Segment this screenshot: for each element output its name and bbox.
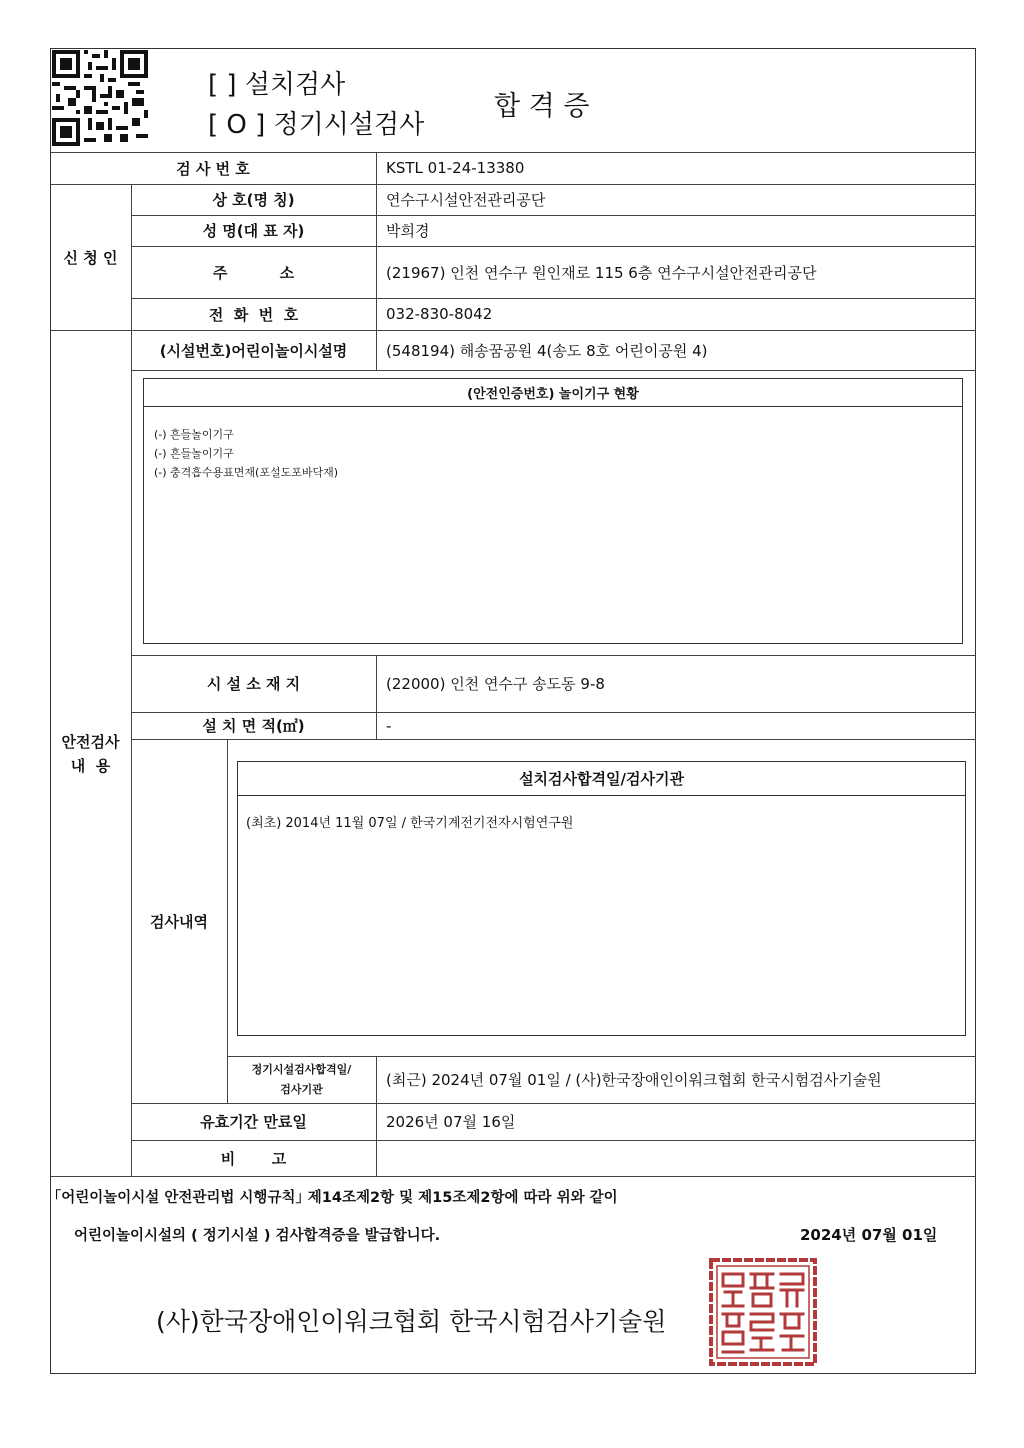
facility-name-value: (548194) 해송꿈공원 4(송도 8호 어린이공원 4) bbox=[386, 341, 708, 360]
company-value: 연수구시설안전관리공단 bbox=[386, 191, 546, 209]
certificate-title: 합 격 증 bbox=[494, 91, 590, 122]
list-item: (-) 흔들놀이기구 bbox=[154, 428, 234, 441]
area-value: - bbox=[386, 716, 392, 735]
issuance-statement-line1: ｢어린이놀이시설 안전관리법 시행규칙｣ 제14조제2항 및 제15조제2항에 따라 위와 같이 bbox=[54, 1190, 618, 1206]
equipment-header: (안전인증번호) 놀이기구 현황 bbox=[467, 386, 639, 402]
address-label: 주 소 bbox=[212, 263, 295, 282]
periodic-inspection-option: [ O ] 정기시설검사 bbox=[208, 110, 425, 140]
expiry-value: 2026년 07월 16일 bbox=[386, 1113, 516, 1131]
official-seal-stamp bbox=[707, 1256, 819, 1368]
expiry-label: 유효기간 만료일 bbox=[200, 1113, 307, 1131]
periodic-inspection-record: (최근) 2024년 07월 01일 / (사)한국장애인이워크협회 한국시험검사기술원 bbox=[386, 1071, 882, 1089]
safety-section-label-line2: 내 용 bbox=[70, 757, 111, 775]
issuer-name: (사)한국장애인이워크협회 한국시험검사기술원 bbox=[156, 1307, 667, 1336]
safety-section-label-line1: 안전검사 bbox=[61, 733, 120, 751]
location-label: 시 설 소 재 지 bbox=[206, 675, 301, 693]
install-inspection-record: (최초) 2014년 11월 07일 / 한국기계전기전자시험연구원 bbox=[246, 816, 574, 831]
representative-value: 박희경 bbox=[386, 222, 430, 240]
area-label: 설 치 면 적(㎡) bbox=[202, 717, 305, 735]
address-value: (21967) 인천 연수구 원인재로 115 6층 연수구시설안전관리공단 bbox=[386, 263, 817, 282]
equipment-box bbox=[143, 378, 963, 644]
periodic-inspection-label-line2: 검사기관 bbox=[280, 1083, 323, 1096]
phone-value: 032-830-8042 bbox=[386, 305, 493, 323]
inspection-number-value: KSTL 01-24-13380 bbox=[386, 159, 525, 177]
install-inspection-box bbox=[237, 761, 966, 1036]
company-label: 상 호(명 칭) bbox=[212, 191, 295, 209]
inspection-history-label: 검사내역 bbox=[150, 912, 208, 931]
location-value: (22000) 인천 연수구 송도동 9-8 bbox=[386, 675, 605, 693]
representative-label: 성 명(대 표 자) bbox=[202, 222, 305, 240]
equipment-list bbox=[154, 425, 338, 482]
applicant-label: 신 청 인 bbox=[63, 248, 118, 267]
periodic-inspection-label bbox=[227, 1060, 376, 1100]
remarks-label: 비 고 bbox=[220, 1149, 287, 1168]
phone-label: 전 화 번 호 bbox=[208, 305, 299, 324]
periodic-inspection-label-line1: 정기시설검사합격일/ bbox=[251, 1063, 352, 1076]
issue-date: 2024년 07월 01일 bbox=[800, 1226, 938, 1244]
issuance-statement-line2: 어린이놀이시설의 ( 정기시설 ) 검사합격증을 발급합니다. bbox=[74, 1228, 441, 1244]
install-inspection-option: [ ] 설치검사 bbox=[208, 70, 346, 100]
list-item: (-) 충격흡수용표면재(포설도포바닥재) bbox=[154, 466, 339, 479]
list-item: (-) 흔들놀이기구 bbox=[154, 447, 234, 460]
remarks-value bbox=[376, 1140, 976, 1176]
safety-section-label bbox=[50, 730, 131, 778]
install-inspection-header: 설치검사합격일/검사기관 bbox=[519, 769, 684, 788]
facility-name-label: (시설번호)어린이놀이시설명 bbox=[159, 341, 348, 360]
qr-code bbox=[52, 50, 148, 146]
inspection-number-label: 검 사 번 호 bbox=[176, 159, 250, 178]
